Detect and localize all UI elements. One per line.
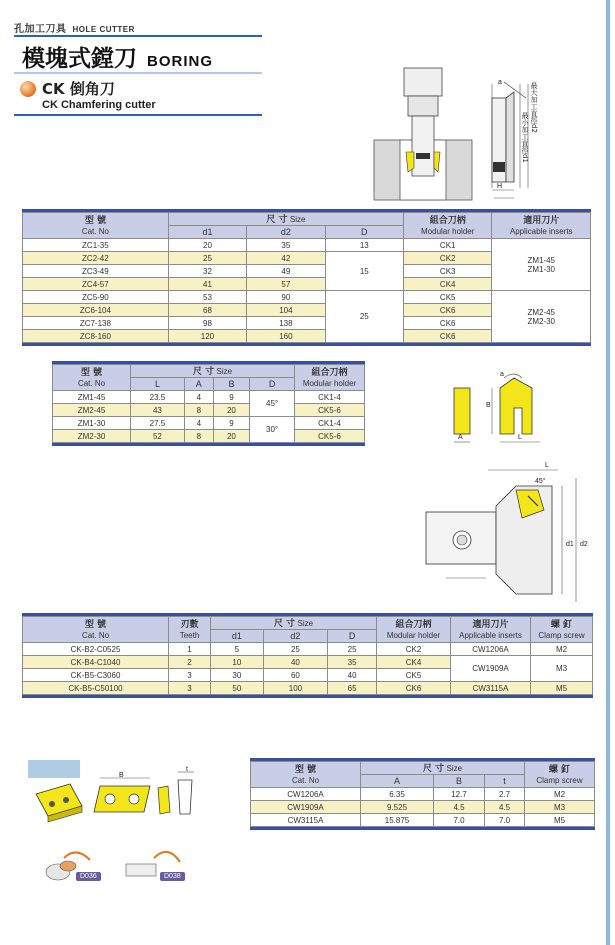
code-badge-2: D038 bbox=[160, 872, 185, 881]
col-size: 尺 寸 Size bbox=[211, 617, 377, 630]
table-row: ZM1-45 23.5 4 9 45° CK1-4 bbox=[53, 391, 365, 404]
table-cw-inserts: 型 號 Cat. No 尺 寸 Size 螺 釘 Clamp screw A B t CW1206A 6.35 12.7 2.7 M2 CW1909A 9.525 4.5 4.5 M3 CW3115A 15.875 7.0 7.0 M5 bbox=[250, 758, 595, 830]
subtitle-zh: CK 倒角刀 bbox=[42, 80, 115, 98]
table-row: CK-B5-C50100 3 50 100 65 CK6 CW3115A M5 bbox=[23, 682, 593, 695]
orange-ball-icon bbox=[20, 81, 36, 97]
col-size: 尺 寸 Size bbox=[168, 213, 403, 226]
title-en: BORING bbox=[147, 53, 213, 70]
chamfer-insert-diagram bbox=[440, 368, 560, 458]
table-row: ZC3-49 32 49 CK3 bbox=[23, 265, 591, 278]
col-teeth: 刃數 Teeth bbox=[169, 617, 211, 643]
page-edge-stripe bbox=[606, 0, 610, 945]
table-row: ZC2-42 25 42 15 CK2 bbox=[23, 252, 591, 265]
col-holder: 組合刀柄 Modular holder bbox=[403, 213, 491, 239]
table-row: CW1909A 9.525 4.5 4.5 M3 bbox=[251, 801, 595, 814]
l-dim-label: L bbox=[518, 434, 522, 441]
max-dia-label: 最大加工直徑d2 bbox=[530, 82, 538, 133]
drawing-d2-label: d2 bbox=[580, 541, 588, 548]
table-row: CK-B2-C0525 1 5 25 25 CK2 CW1206A M2 bbox=[23, 643, 593, 656]
col-model: 型 號 Cat. No bbox=[23, 213, 169, 239]
chamfer-cutter-drawing bbox=[426, 466, 592, 612]
col-screw: 螺 釘 Clamp screw bbox=[525, 762, 595, 788]
table-row: CK-B5-C3060 3 30 60 40 CK5 bbox=[23, 669, 593, 682]
drawing-angle-label: 45° bbox=[535, 478, 546, 485]
drawing-d1-label: d1 bbox=[566, 541, 574, 548]
col-screw: 螺 釘 Clamp screw bbox=[531, 617, 593, 643]
insert-angle-label: a bbox=[500, 371, 504, 378]
holder-in-bore-diagram bbox=[368, 68, 488, 208]
table-chamfer-inserts: 型 號 Cat. No 尺 寸 Size 組合刀柄 Modular holder L A B D ZM1-45 23.5 4 9 45° CK1-4 ZM2-45 43 8 20 CK5-6 ZM1-30 27.5 4 9 30° CK1-4 ZM2-30 52 8 20 CK5-6 bbox=[52, 361, 365, 446]
col-inserts: 適用刀片 Applicable inserts bbox=[451, 617, 531, 643]
table-row: ZC6-104 68 104 CK6 bbox=[23, 304, 591, 317]
drawing-l-label: L bbox=[545, 462, 549, 469]
code-badge-1: D036 bbox=[76, 872, 101, 881]
table-row: ZC5-90 53 90 25 CK5 ZM2-45 ZM2-30 bbox=[23, 291, 591, 304]
table-row: ZC8-160 120 160 CK6 bbox=[23, 330, 591, 343]
title-zh: 模塊式鏜刀 bbox=[22, 46, 137, 72]
table-row: ZC7-138 98 138 CK6 bbox=[23, 317, 591, 330]
col-inserts: 適用刀片 Applicable inserts bbox=[492, 213, 591, 239]
page-title bbox=[22, 40, 213, 73]
category-en: HOLE CUTTER bbox=[72, 25, 135, 34]
col-d1: d1 bbox=[168, 226, 246, 239]
table-row: ZM1-30 27.5 4 9 30° CK1-4 bbox=[53, 417, 365, 430]
col-d2: d2 bbox=[247, 226, 325, 239]
table-row: ZC1-35 20 35 13 CK1 ZM1-45 ZM1-30 bbox=[23, 239, 591, 252]
table-chamfer-holders bbox=[22, 209, 591, 346]
subtitle bbox=[20, 78, 115, 99]
table-row: ZC4-57 41 57 CK4 bbox=[23, 278, 591, 291]
table-row: ZM2-30 52 8 20 CK5-6 bbox=[53, 430, 365, 443]
col-model: 型 號 Cat. No bbox=[23, 617, 169, 643]
col-holder: 組合刀柄 Modular holder bbox=[295, 365, 365, 391]
table-row: ZM2-45 43 8 20 CK5-6 bbox=[53, 404, 365, 417]
small-t-label: t bbox=[186, 766, 188, 773]
cw-insert-drawings bbox=[28, 760, 218, 890]
col-model: 型 號 Cat. No bbox=[251, 762, 361, 788]
angle-a-label: a bbox=[498, 79, 502, 86]
table-row: CK-B4-C1040 2 10 40 35 CK4 CW1909A M3 bbox=[23, 656, 593, 669]
subtitle-en: CK Chamfering cutter bbox=[42, 99, 156, 111]
col-size: 尺 寸 Size bbox=[131, 365, 295, 378]
header-band bbox=[14, 72, 262, 74]
col-size: 尺 寸 Size bbox=[361, 762, 525, 775]
min-dia-label: 最小加工直徑d1 bbox=[521, 112, 529, 163]
category-label bbox=[14, 20, 135, 35]
insert-group-1: ZM1-45 ZM1-30 bbox=[492, 239, 591, 291]
category-zh: 孔加工刀具 bbox=[14, 24, 67, 35]
small-b-label: B bbox=[119, 772, 124, 779]
header-rule-bottom bbox=[14, 114, 262, 116]
insert-group-2: ZM2-45 ZM2-30 bbox=[492, 291, 591, 343]
header-rule-top bbox=[14, 35, 262, 37]
col-model: 型 號 Cat. No bbox=[53, 365, 131, 391]
col-holder: 組合刀柄 Modular holder bbox=[377, 617, 451, 643]
b-dim-label: B bbox=[486, 402, 491, 409]
col-D: D bbox=[325, 226, 403, 239]
table-row: CW1206A 6.35 12.7 2.7 M2 bbox=[251, 788, 595, 801]
table-row: CW3115A 15.875 7.0 7.0 M5 bbox=[251, 814, 595, 827]
h-label: H bbox=[497, 183, 503, 190]
table-chamfer-cutters: 型 號 Cat. No 刃數 Teeth 尺 寸 Size 組合刀柄 Modular holder 適用刀片 Applicable inserts 螺 釘 Clamp screw d1 d2 D CK-B2-C0525 1 5 25 25 CK2 CW1206A M2 CK-B4-C1040 2 10 40 35 CK4 CW1909A M3 CK-B5-C3060 3 30 60 40 CK5 CK-B5-C50100 3 50 100 65 CK6 CW3115A M5 bbox=[22, 613, 593, 698]
a-dim-label: A bbox=[458, 434, 463, 441]
